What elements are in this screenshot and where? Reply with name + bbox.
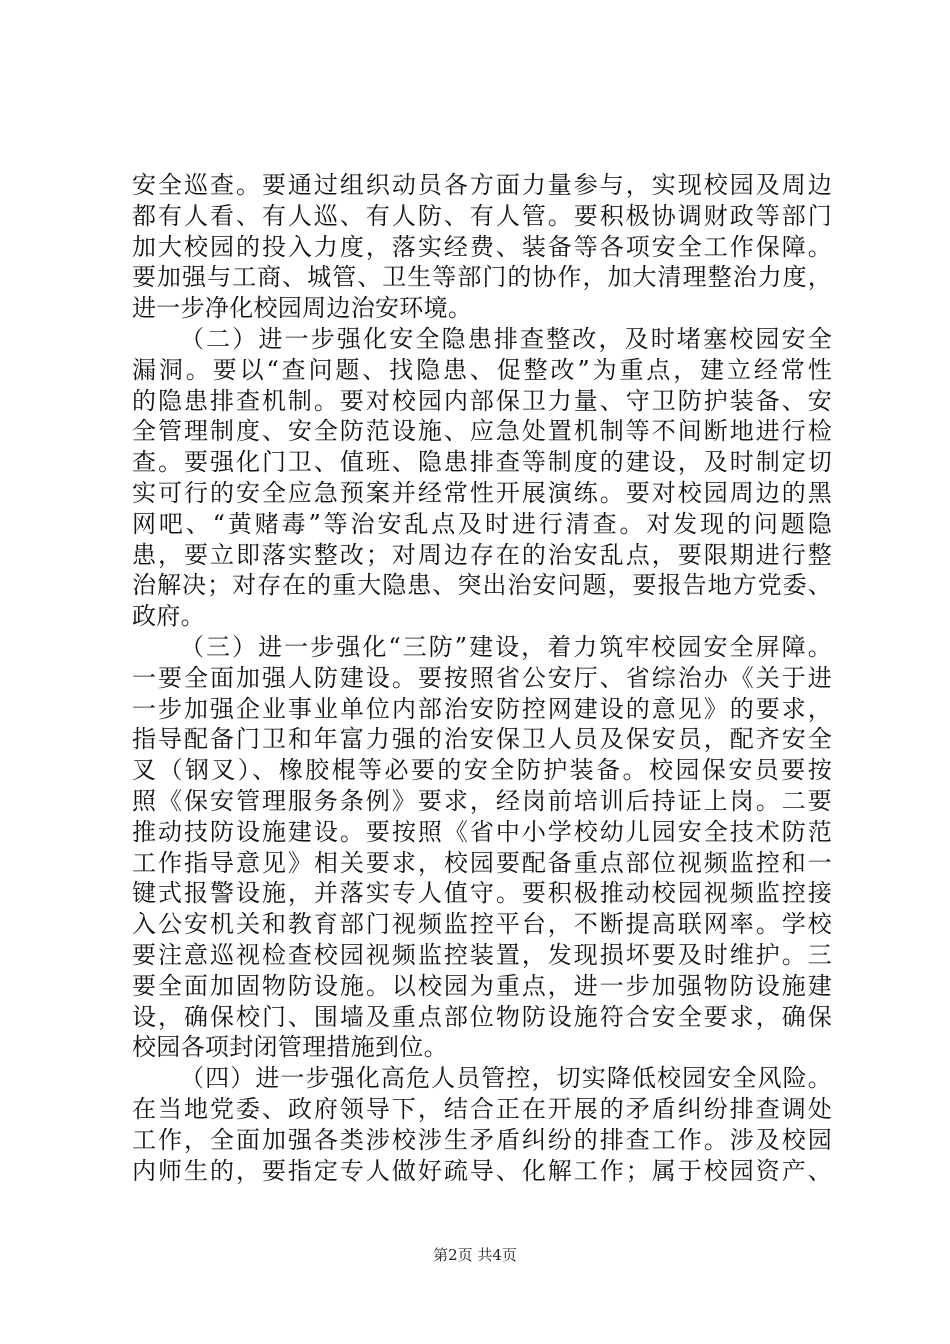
text-line: 键式报警设施，并落实专人值守。要积极推动校园视频监控接 (132, 879, 832, 908)
text-line: （三）进一步强化“三防”建设，着力筑牢校园安全屏障。 (180, 632, 832, 661)
text-line: 校园各项封闭管理措施到位。 (132, 1033, 448, 1062)
text-line: 网吧、“黄赌毒”等治安乱点及时进行清查。对发现的问题隐 (132, 509, 832, 538)
text-line: 加大校园的投入力度，落实经费、装备等各项安全工作保障。 (132, 232, 832, 261)
text-line: 入公安机关和教育部门视频监控平台，不断提高联网率。学校 (132, 910, 832, 939)
text-line: （四）进一步强化高危人员管控，切实降低校园安全风险。 (180, 1064, 832, 1093)
text-line: 内师生的，要指定专人做好疏导、化解工作；属于校园资产、 (132, 1156, 832, 1185)
text-line: 患，要立即落实整改；对周边存在的治安乱点，要限期进行整 (132, 540, 832, 569)
text-line: 要加强与工商、城管、卫生等部门的协作，加大清理整治力度， (132, 263, 832, 292)
text-line: 在当地党委、政府领导下，结合正在开展的矛盾纠纷排查调处 (132, 1094, 832, 1123)
text-line: 全管理制度、安全防范设施、应急处置机制等不间断地进行检 (132, 417, 832, 446)
text-line: 一要全面加强人防建设。要按照省公安厅、省综治办《关于进 (132, 663, 832, 692)
text-line: 照《保安管理服务条例》要求，经岗前培训后持证上岗。二要 (132, 786, 832, 815)
text-line: 要注意巡视检查校园视频监控装置，发现损坏要及时维护。三 (132, 940, 832, 969)
text-line: 政府。 (132, 602, 205, 631)
text-line: 叉（钢叉）、橡胶棍等必要的安全防护装备。校园保安员要按 (132, 756, 832, 785)
document-body (132, 170, 832, 1186)
text-line: 设，确保校门、围墙及重点部位物防设施符合安全要求，确保 (132, 1002, 832, 1031)
text-line: 的隐患排查机制。要对校园内部保卫力量、守卫防护装备、安 (132, 386, 832, 415)
page-footer (0, 1244, 950, 1265)
text-line: 指导配备门卫和年富力强的治安保卫人员及保安员，配齐安全 (132, 725, 832, 754)
text-line: 都有人看、有人巡、有人防、有人管。要积极协调财政等部门 (132, 201, 832, 230)
text-line: 要全面加固物防设施。以校园为重点，进一步加强物防设施建 (132, 971, 832, 1000)
page-number-label: 第2页 共4页 (433, 1246, 517, 1264)
text-line: 实可行的安全应急预案并经常性开展演练。要对校园周边的黑 (132, 478, 832, 507)
text-line: 进一步净化校园周边治安环境。 (132, 294, 473, 323)
text-line: 安全巡查。要通过组织动员各方面力量参与，实现校园及周边 (132, 171, 832, 199)
text-line: 一步加强企业事业单位内部治安防控网建设的意见》的要求， (132, 694, 832, 723)
text-line: 查。要强化门卫、值班、隐患排查等制度的建设，及时制定切 (132, 448, 832, 477)
text-line: 工作指导意见》相关要求，校园要配备重点部位视频监控和一 (132, 848, 832, 877)
text-line: 推动技防设施建设。要按照《省中小学校幼儿园安全技术防范 (132, 817, 832, 846)
text-line: （二）进一步强化安全隐患排查整改，及时堵塞校园安全 (180, 324, 832, 353)
text-line: 漏洞。要以“查问题、找隐患、促整改”为重点，建立经常性 (132, 355, 832, 384)
text-line: 工作，全面加强各类涉校涉生矛盾纠纷的排查工作。涉及校园 (132, 1125, 832, 1154)
text-line: 治解决；对存在的重大隐患、突出治安问题，要报告地方党委、 (132, 571, 832, 600)
